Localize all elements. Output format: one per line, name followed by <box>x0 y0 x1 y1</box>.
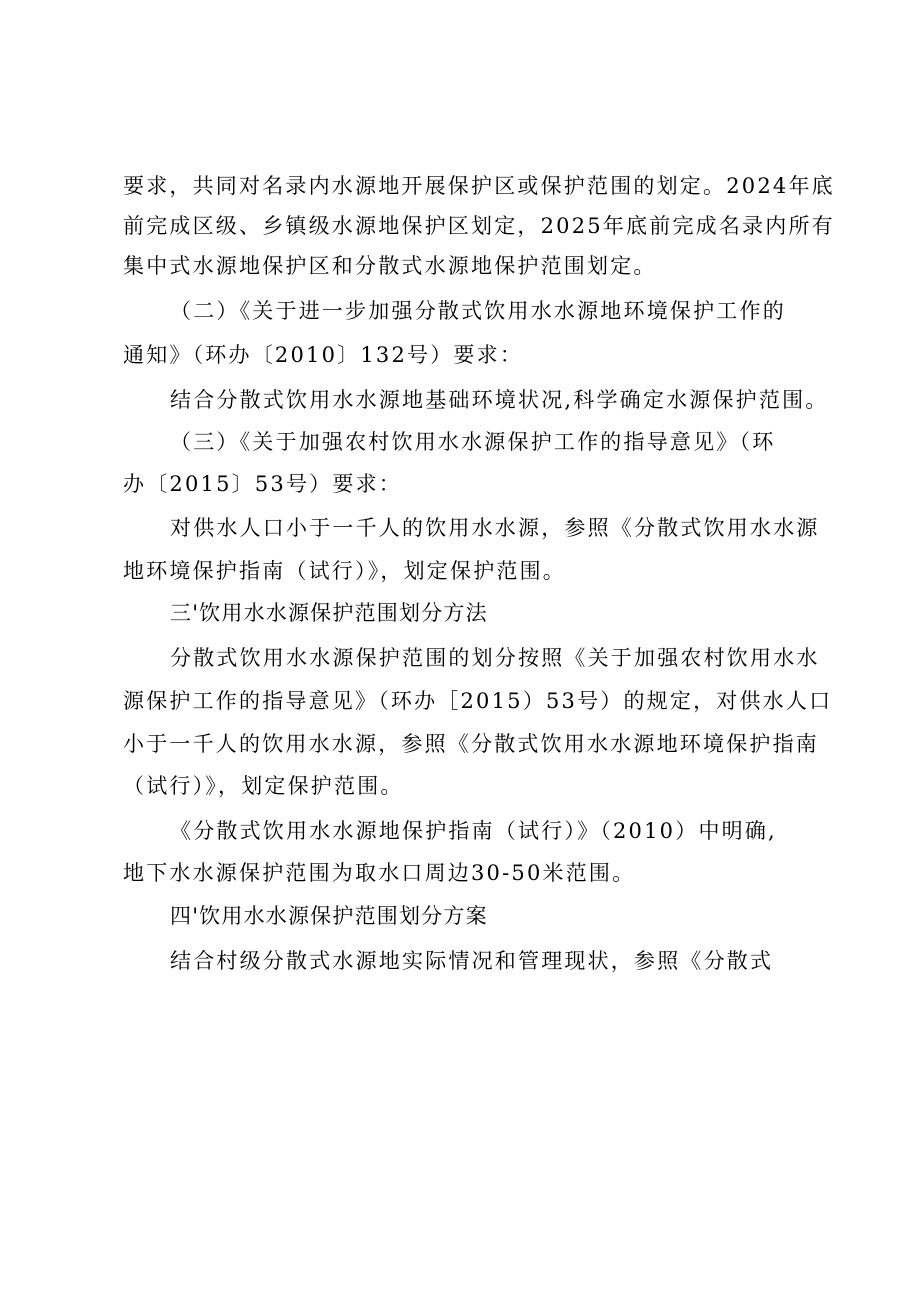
paragraph-line: （三）《关于加强农村饮用水水源保护工作的指导意见》（环 <box>170 430 776 454</box>
section-heading: 四'饮用水水源保护范围划分方案 <box>170 904 488 928</box>
paragraph-line: 集中式水源地保护区和分散式水源地保护范围划定。 <box>123 254 657 278</box>
paragraph-line: 分散式饮用水水源保护范围的划分按照《关于加强农村饮用水水 <box>170 646 820 670</box>
paragraph-line: 通知》（环办〔2010〕132号）要求： <box>123 343 524 367</box>
paragraph-line: 办〔2015〕53号）要求： <box>123 472 402 496</box>
paragraph-line: 地环境保护指南（试行）》，划定保护范围。 <box>123 559 566 583</box>
section-heading: 三'饮用水水源保护范围划分方法 <box>170 601 488 625</box>
paragraph-line: 《分散式饮用水水源地保护指南（试行）》（2010）中明确, <box>170 819 777 843</box>
paragraph-line: 对供水人口小于一千人的饮用水水源，参照《分散式饮用水水源 <box>170 516 820 540</box>
paragraph-line: 要求，共同对名录内水源地开展保护区或保护范围的划定。2024年底 <box>123 174 835 198</box>
paragraph-line: 结合村级分散式水源地实际情况和管理现状，参照《分散式 <box>170 949 774 973</box>
paragraph-line: （二）《关于进一步加强分散式饮用水水源地环境保护工作的 <box>170 299 786 323</box>
paragraph-line: 源保护工作的指导意见》（环办［2015）53号）的规定，对供水人口 <box>123 689 833 713</box>
paragraph-line: 结合分散式饮用水水源地基础环境状况,科学确定水源保护范围。 <box>170 388 829 412</box>
paragraph-line: 小于一千人的饮用水水源，参照《分散式饮用水水源地环境保护指南 <box>123 732 819 756</box>
paragraph-line: 地下水水源保护范围为取水口周边30-50米范围。 <box>123 861 636 885</box>
paragraph-line: （试行）》，划定保护范围。 <box>123 774 404 798</box>
paragraph-line: 前完成区级、乡镇级水源地保护区划定，2025年底前完成名录内所有 <box>123 214 835 238</box>
